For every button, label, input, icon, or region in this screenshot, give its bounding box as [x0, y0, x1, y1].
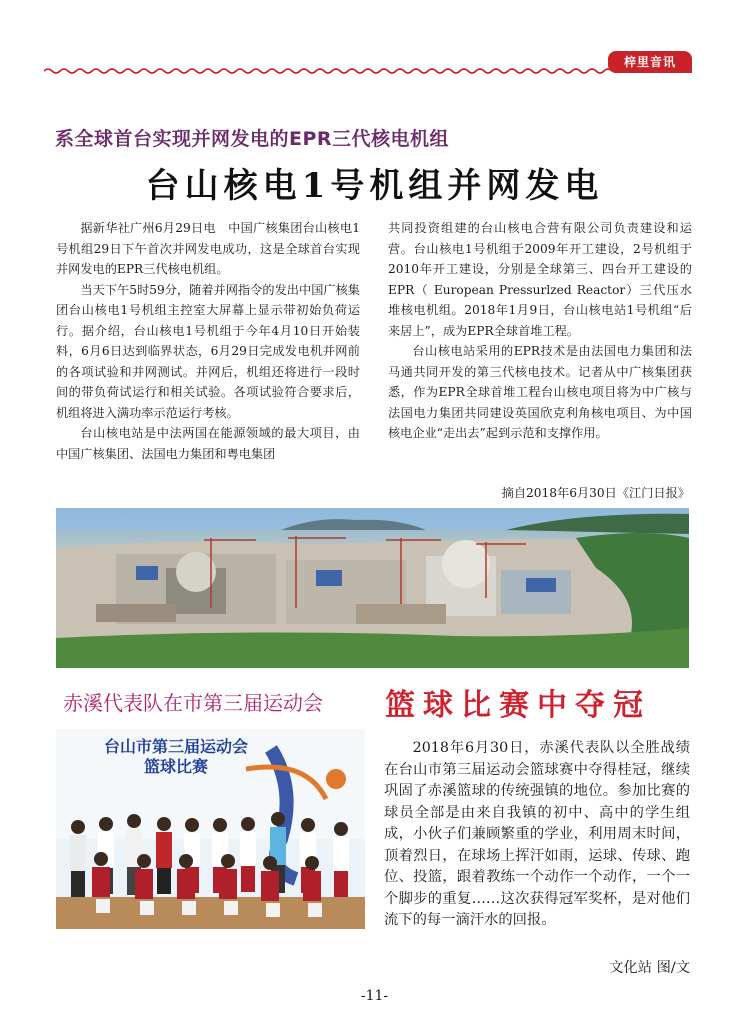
- article1-title: 台山核电1号机组并网发电: [145, 166, 604, 206]
- banner-line-1: 台山市第三届运动会: [103, 737, 248, 756]
- article1-paragraph: 据新华社广州6月29日电 中国广核集团台山核电1号机组29日下午首次并网发电成功，这是全球首台实现并网发电的EPR三代核电机组。: [56, 221, 360, 276]
- article1-right-column: [388, 218, 692, 444]
- article2-body: [384, 738, 690, 932]
- article2-title: 篮球比赛中夺冠: [385, 688, 651, 723]
- article1-subtitle: 系全球首台实现并网发电的EPR三代核电机组: [55, 128, 450, 150]
- team-banner-text: [56, 737, 296, 777]
- section-tab: 梓里音讯: [608, 51, 692, 73]
- header-wave-rule: [44, 67, 612, 75]
- basketball-team-photo: [56, 729, 365, 929]
- article1-paragraph: 当天下午5时59分，随着并网指令的发出中国广核集团台山核电1号机组主控室大屏幕上显示带初始负荷运行。据介绍，台山核电1号机组于今年4月10日开始装料，6月6日达到临界状态，6月29日完成发电机并网前的各项试验和并网测试。并网后，机组还将进行一段时间的带负荷试运行和相关试验。各项试验符合要求后，机组将进入满功率示范运行考核。: [56, 282, 360, 420]
- article1-source: 摘自2018年6月30日《江门日报》: [501, 486, 690, 500]
- page-number: -11-: [360, 988, 389, 1004]
- article1-left-column: [56, 218, 360, 464]
- article2-credit: 文化站 图/文: [609, 960, 690, 976]
- article2-subtitle: 赤溪代表队在市第三届运动会: [63, 691, 323, 715]
- article1-paragraph: 台山核电站是中法两国在能源领域的最大项目，由中国广核集团、法国电力集团和粤电集团: [56, 426, 360, 461]
- article1-paragraph-continued: 共同投资组建的台山核电合营有限公司负责建设和运营。台山核电1号机组于2009年开工建设，2号机组于2010年开工建设，分别是全球第三、四台开工建设的EPR（ European Pressurlzed Reactor）三代压水堆核电机组。2018年1月9日，台山核电站1号机组“后来居上”，成为EPR全球首堆工程。: [388, 221, 692, 338]
- article2-paragraph: 2018年6月30日，赤溪代表队以全胜战绩在台山市第三届运动会篮球赛中夺得桂冠，继续巩固了赤溪篮球的传统强镇的地位。参加比赛的球员全部是由来自我镇的初中、高中的学生组成，小伙子们兼顾繁重的学业，利用周末时间，顶着烈日，在球场上挥汗如雨，运球、传球、跑位、投篮，跟着教练一个动作一个动作，一个一个脚步的重复……这次获得冠军奖杯，是对他们流下的每一滴汗水的回报。: [384, 740, 690, 928]
- banner-line-2: 篮球比赛: [143, 757, 208, 776]
- article1-paragraph: 台山核电站采用的EPR技术是由法国电力集团和法马通共同开发的第三代核电技术。记者从中广核集团获悉，作为EPR全球首堆工程台山核电项目将为中广核与法国电力集团共同建设英国欣克利角核电项目、为中国核电企业“走出去”起到示范和支撑作用。: [388, 344, 692, 440]
- nuclear-plant-photo: [56, 508, 689, 668]
